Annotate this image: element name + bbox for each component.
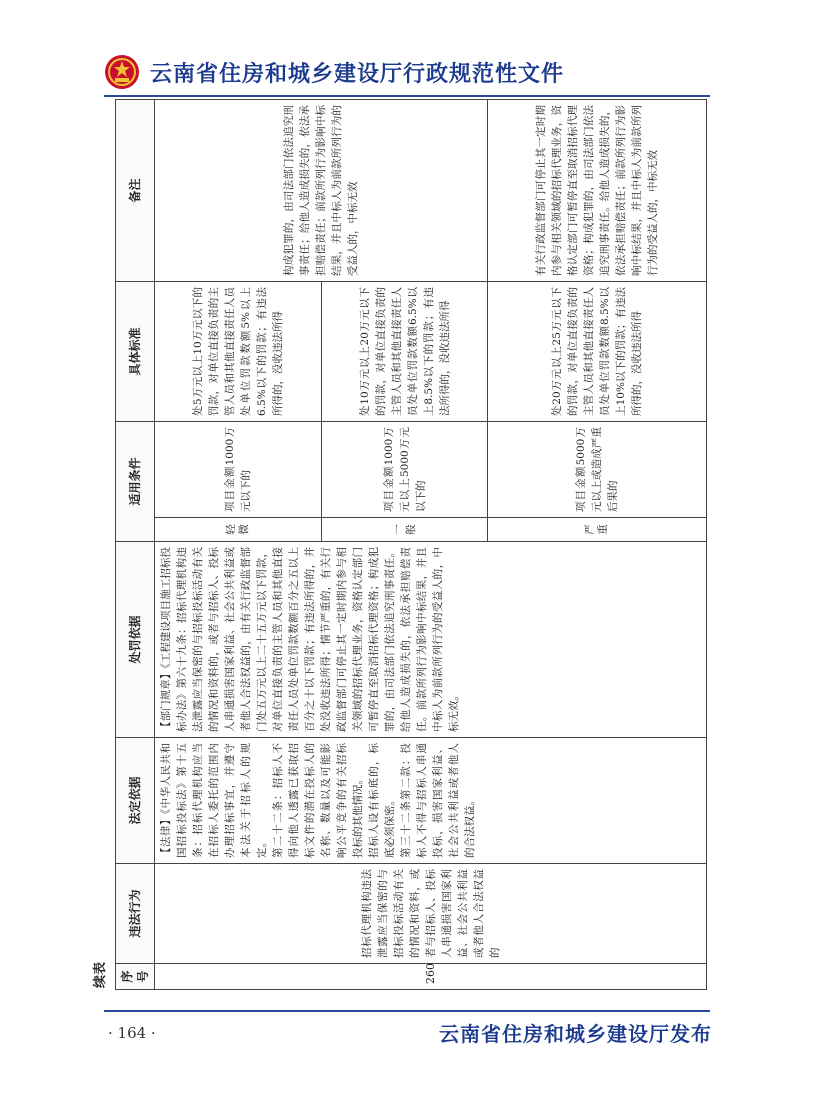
header-conditions: 适用条件 xyxy=(116,421,155,541)
row-seq: 260 xyxy=(155,964,707,990)
row-legal-basis xyxy=(155,738,707,864)
national-emblem-icon xyxy=(104,54,140,90)
header-remarks: 备注 xyxy=(116,99,155,281)
table-header-row xyxy=(116,99,155,989)
tier-level-text: 轻 微 xyxy=(224,524,250,535)
tier-condition: 项目金额1000万元以上5000万元以下的 xyxy=(321,421,488,517)
penalty-table xyxy=(115,99,707,990)
row-penalty-basis: 【部门规章】《工程建设项目施工招标投标办法》第六十九条：招标代理机构违法泄露应当保密的与招标投标活动有关的情况和资料的，或者与招标人、投标人串通损害国家利益、社会公共利益或者他人合法权益的，由有关行政监督部门处五万元以上二十五万元以下罚款，对单位直接负责的主管人员和其他直接责任人员处单位罚款数额百分之五以上百分之十以下罚款；有违法所得的，并处没收违法所得；情节严重的，有关行政监督部门可停止其一定时期内参与相关领域的招标代理业务，资格认定部门可暂停直至取消招标代理资格；构成犯罪的，由司法部门依法追究刑事责任。给他人造成损失的，依法承担赔偿责任。前款所列行为影响中标结果，并且中标人为前款所列行为的受益人的，中标无效。 xyxy=(155,542,707,738)
table-row xyxy=(155,99,322,989)
tier-level-text: 一 般 xyxy=(391,524,417,535)
legal-basis-para: 招标人设有标底的，标底必须保密。 xyxy=(368,743,396,858)
page-number: · 164 · xyxy=(108,1024,156,1042)
rotated-table-container xyxy=(93,100,707,990)
tier-condition: 项目金额1000万元以下的 xyxy=(155,421,322,517)
tier-level-text: 严 重 xyxy=(584,524,610,535)
header-rule xyxy=(104,95,710,97)
header-legal-basis: 法定依据 xyxy=(116,738,155,864)
tier-standard: 处20万元以上25万元以下的罚款，对单位直接负责的主管人员和其他直接责任人员处单位罚款数额8.5%以上10%以下的罚款；有违法所得的，没收违法所得 xyxy=(488,281,707,421)
header-title: 云南省住房和城乡建设厅行政规范性文件 xyxy=(150,61,565,87)
footer-rule xyxy=(104,1010,710,1012)
legal-basis-para: 第三十二条第二款：投标人不得与招标人串通投标，损害国家利益、社会公共利益或者他人的合法权益。 xyxy=(400,743,476,858)
tier-level-minor xyxy=(155,518,322,542)
tier-standard: 处5万元以上10万元以下的罚款，对单位直接负责的主管人员和其他直接责任人员处单位罚款数额5%以上6.5%以下的罚款；有违法所得的，没收违法所得 xyxy=(155,281,322,421)
legal-basis-para: 【法律】《中华人民共和国招标投标法》第十五条：招标代理机构应当在招标人委托的范围内办理招标事宜，并遵守本法关于招标人的规定。 xyxy=(160,743,268,858)
header-standard: 具体标准 xyxy=(116,281,155,421)
header-violation: 违法行为 xyxy=(116,864,155,964)
continued-label: 续表 xyxy=(93,961,108,988)
tier-level-serious xyxy=(488,518,707,542)
tier-level-general xyxy=(321,518,488,542)
tier-standard: 处10万元以上20万元以下的罚款，对单位直接负责的主管人员和其他直接责任人员处单位罚款数额6.5%以上8.5%以下的罚款；有违法所得的，没收违法所得 xyxy=(321,281,488,421)
document-header xyxy=(104,52,564,92)
tier-remark: 构成犯罪的，由司法部门依法追究刑事责任；给他人造成损失的，依法承担赔偿责任；前款所列行为影响中标结果，并且中标人为前款所列行为的受益人的，中标无效 xyxy=(155,99,488,281)
legal-basis-para: 第二十二条：招标人不得向他人透露已获取招标文件的潜在投标人的名称、数量以及可能影响公平竞争的有关招标投标的其他情况。 xyxy=(272,743,364,858)
footer-publisher: 云南省住房和城乡建设厅发布 xyxy=(439,1022,712,1046)
row-violation: 招标代理机构违法泄露应当保密的与招标投标活动有关的情况和资料，或者与招标人、投标人串通损害国家利益、社会公共利益或者他人合法权益的 xyxy=(155,864,707,964)
tier-remark: 有关行政监督部门可停止其一定时期内参与相关领域的招标代理业务，资格认定部门可暂停直至取消招标代理资格；构成犯罪的，由司法部门依法追究刑事责任。给他人造成损失的，依法承担赔偿责任；前款所列行为影响中标结果，并且中标人为前款所列行为的受益人的，中标无效 xyxy=(488,99,707,281)
header-penalty-basis: 处罚依据 xyxy=(116,542,155,738)
header-seq: 序号 xyxy=(116,964,155,990)
tier-condition: 项目金额5000万元以上或造成严重后果的 xyxy=(488,421,707,517)
